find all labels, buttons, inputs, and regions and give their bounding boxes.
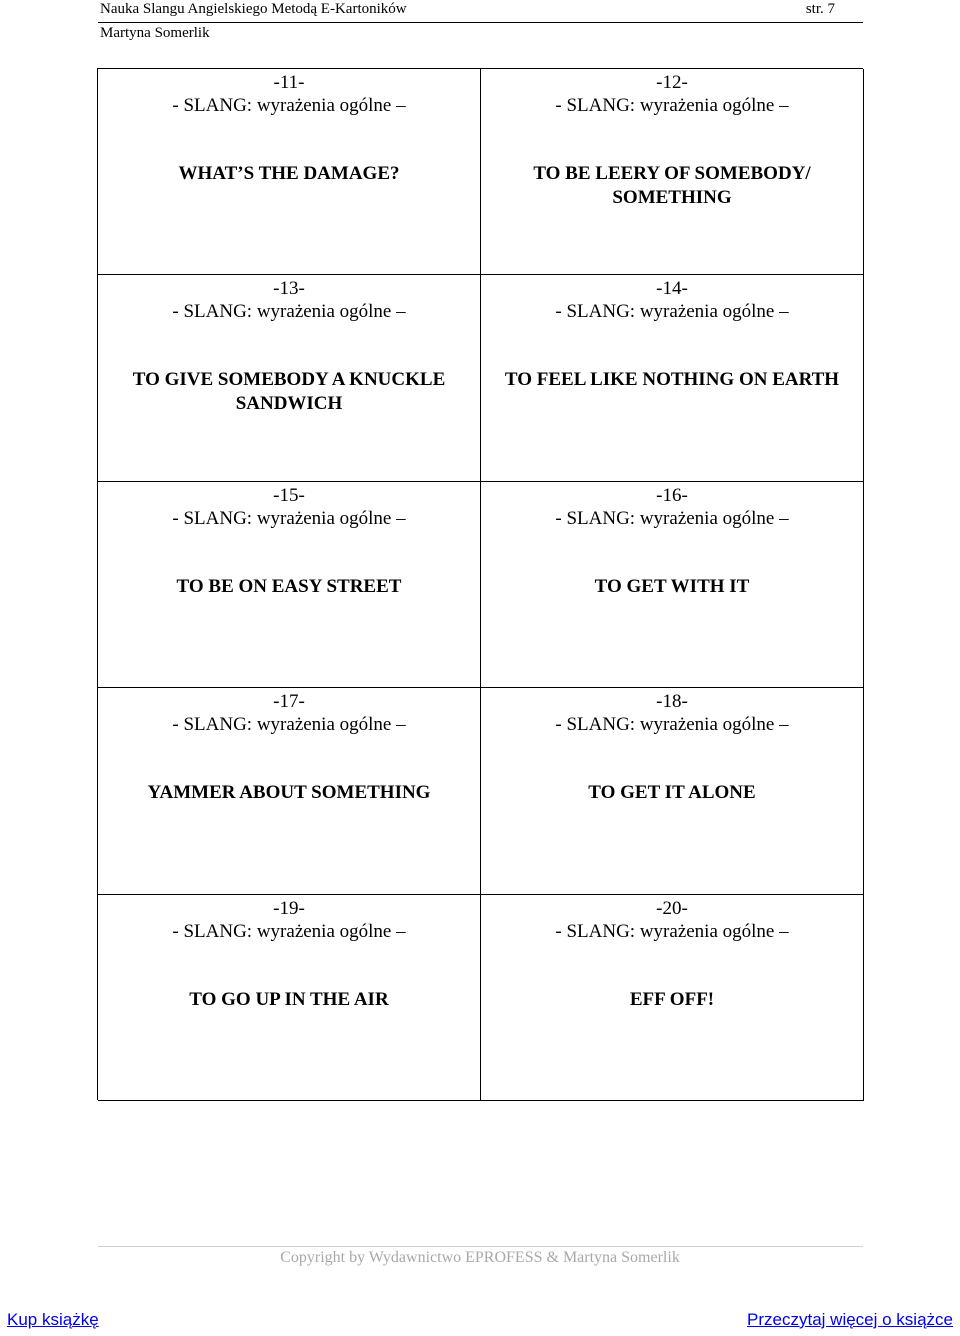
card-phrase: EFF OFF! xyxy=(629,988,715,1010)
flashcard xyxy=(481,69,864,275)
card-number: -11- xyxy=(273,72,305,93)
card-category: - SLANG: wyrażenia ogólne – xyxy=(172,95,406,116)
card-category: - SLANG: wyrażenia ogólne – xyxy=(555,714,789,736)
card-number: -13- xyxy=(273,278,305,300)
flashcard xyxy=(481,688,864,894)
buy-book-link[interactable]: Kup książkę xyxy=(7,1310,99,1329)
card-category: - SLANG: wyrażenia ogólne – xyxy=(555,920,789,942)
card-category: - SLANG: wyrażenia ogólne – xyxy=(555,95,789,116)
flashcard xyxy=(481,895,864,1101)
read-more-link[interactable]: Przeczytaj więcej o książce xyxy=(747,1310,953,1329)
card-phrase: TO GET WITH IT xyxy=(594,575,750,597)
page-header xyxy=(98,0,863,23)
card-category: - SLANG: wyrażenia ogólne – xyxy=(555,301,789,323)
card-category: - SLANG: wyrażenia ogólne – xyxy=(172,507,406,529)
flashcard xyxy=(98,688,481,894)
copyright-notice: Copyright by Wydawnictwo EPROFESS & Martyna Somerlik xyxy=(280,1249,680,1266)
card-phrase: TO GO UP IN THE AIR xyxy=(189,988,389,1010)
flashcard xyxy=(98,69,481,275)
document-title: Nauka Slangu Angielskiego Metodą E-Kartoników xyxy=(100,1,407,17)
author-name: Martyna Somerlik xyxy=(100,25,210,41)
flashcard xyxy=(98,895,481,1101)
flashcard xyxy=(98,482,481,688)
card-number: -19- xyxy=(273,897,305,919)
card-phrase: TO FEEL LIKE NOTHING ON EARTH xyxy=(504,369,840,391)
card-phrase: TO GET IT ALONE xyxy=(588,782,756,804)
card-number: -15- xyxy=(273,484,305,506)
card-phrase: TO BE ON EASY STREET xyxy=(176,575,402,597)
card-number: -18- xyxy=(656,691,688,713)
card-category: - SLANG: wyrażenia ogólne – xyxy=(555,507,789,529)
card-phrase: TO GIVE SOMEBODY A KNUCKLE SANDWICH xyxy=(132,369,446,415)
card-number: -17- xyxy=(273,691,305,713)
flashcard-grid xyxy=(97,68,863,1100)
card-phrase: YAMMER ABOUT SOMETHING xyxy=(147,782,431,804)
flashcard xyxy=(481,275,864,481)
footer-divider xyxy=(98,1246,863,1247)
card-phrase: TO BE LEERY OF SOMEBODY/ SOMETHING xyxy=(533,163,811,208)
card-number: -16- xyxy=(656,484,688,506)
card-number: -20- xyxy=(656,897,688,919)
card-category: - SLANG: wyrażenia ogólne – xyxy=(172,714,406,736)
card-category: - SLANG: wyrażenia ogólne – xyxy=(172,301,406,323)
card-phrase: WHAT’S THE DAMAGE? xyxy=(178,163,400,184)
card-number: -12- xyxy=(656,72,688,93)
card-category: - SLANG: wyrażenia ogólne – xyxy=(172,920,406,942)
page-number: str. 7 xyxy=(805,1,835,17)
card-number: -14- xyxy=(656,278,688,300)
flashcard xyxy=(481,482,864,688)
flashcard xyxy=(98,275,481,481)
